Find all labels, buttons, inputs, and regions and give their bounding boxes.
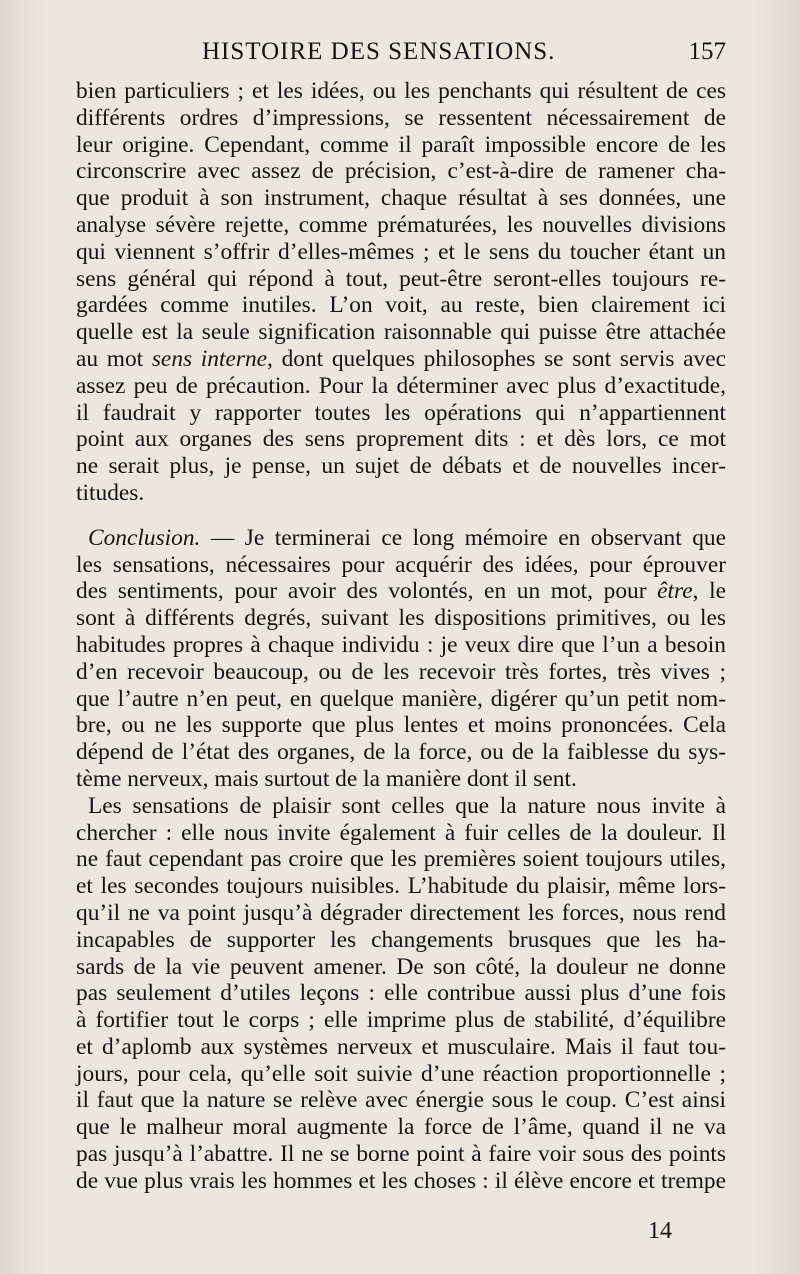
text-line: différents ordres d’impressions, se ressentent nécessairement de <box>76 104 726 131</box>
text-line: titudes. <box>76 479 145 506</box>
text-line: d’en recevoir beaucoup, ou de les recevoir très fortes, très vives ; <box>76 658 726 685</box>
text-line: bien particuliers ; et les idées, ou les penchants qui résultent de ces <box>76 78 726 104</box>
running-title: HISTOIRE DES SENSATIONS. <box>202 38 556 65</box>
text-line: gardées comme inutiles. L’on voit, au reste, bien clairement ici <box>76 292 726 319</box>
text-line: qui viennent s’offrir d’elles-mêmes ; et le sens du toucher étant un <box>76 238 726 265</box>
text-line: incapables de supporter les changements brusques que les ha- <box>76 926 726 953</box>
text-run: , le <box>692 578 727 605</box>
text-line: sards de la vie peuvent amener. De son côté, la douleur ne donne <box>76 953 726 980</box>
text-line: bre, ou ne les supporte que plus lentes et moins prononcées. Cela <box>76 712 726 739</box>
text-line: analyse sévère rejette, comme prématurées, les nouvelles divisions <box>76 211 726 238</box>
paragraph-spacer <box>76 507 726 525</box>
text-line: de vue plus vrais les hommes et les choses : il élève encore et trempe <box>76 1167 726 1194</box>
paragraph-3 <box>76 793 726 1195</box>
text-line: à fortifier tout le corps ; elle imprime plus de stabilité, d’équilibre <box>76 1007 726 1034</box>
text-line: pas jusqu’à l’abattre. Il ne se borne point à faire voir sous des points <box>76 1141 726 1168</box>
text-line: sont à différents degrés, suivant les dispositions primitives, ou les <box>76 605 726 632</box>
text-line: circonscrire avec assez de précision, c’est-à-dire de ramener cha- <box>76 158 726 185</box>
text-line: que le malheur moral augmente la force de l’âme, quand il ne va <box>76 1114 726 1141</box>
text-run: — Je terminerai ce long mémoire en observant que <box>200 524 726 551</box>
text-line: ne faut cependant pas croire que les premières soient toujours utiles, <box>76 846 726 873</box>
text-line: assez peu de précaution. Pour la déterminer avec plus d’exactitude, <box>76 372 726 399</box>
text-line: point aux organes des sens proprement dits : et dès lors, ce mot <box>76 426 726 453</box>
text-line: Les sensations de plaisir sont celles que la nature nous invite à <box>88 792 726 819</box>
text-line: jours, pour cela, qu’elle soit suivie d’une réaction proportionnelle ; <box>76 1060 726 1087</box>
text-line-with-italic <box>76 525 726 552</box>
text-line: il faudrait y rapporter toutes les opérations qui n’appartiennent <box>76 399 726 426</box>
text-line: leur origine. Cependant, comme il paraît impossible encore de les <box>76 131 726 158</box>
text-line: et d’aplomb aux systèmes nerveux et musculaire. Mais il faut tou- <box>76 1033 726 1060</box>
text-line: sens général qui répond à tout, peut-être seront-elles toujours re- <box>76 265 726 292</box>
text-line: dépend de l’état des organes, de la force, ou de la faiblesse du sys- <box>76 739 726 766</box>
text-line-with-italic <box>76 346 726 373</box>
text-line: les sensations, nécessaires pour acquérir des idées, pour éprouver <box>76 551 726 578</box>
section-lead: Conclusion. <box>88 524 201 551</box>
text-line: qu’il ne va point jusqu’à dégrader directement les forces, nous rend <box>76 899 726 926</box>
text-line: pas seulement d’utiles leçons : elle contribue aussi plus d’une fois <box>76 980 726 1007</box>
text-line: quelle est la seule signification raisonnable qui puisse être attachée <box>76 319 726 346</box>
signature-mark: 14 <box>648 1218 672 1244</box>
italic-term: sens interne <box>151 345 268 372</box>
paragraph-2 <box>76 525 726 793</box>
body-text <box>76 78 726 1195</box>
text-line: il faut que la nature se relève avec énergie sous le coup. C’est ainsi <box>76 1087 726 1114</box>
paragraph-1 <box>76 78 726 507</box>
text-line: chercher : elle nous invite également à fuir celles de la douleur. Il <box>76 819 726 846</box>
text-run: des sentiments, pour avoir des volontés, en un mot, pour <box>76 578 658 605</box>
text-run: au mot <box>76 345 152 372</box>
text-run: , dont quelques philosophes se sont servis avec <box>267 345 726 372</box>
text-line: tème nerveux, mais surtout de la manière dont il sent. <box>76 765 577 792</box>
text-line: ne serait plus, je pense, un sujet de débats et de nouvelles incer- <box>76 453 726 480</box>
text-line: habitudes propres à chaque individu : je veux dire que l’un a besoin <box>76 631 726 658</box>
running-head <box>76 38 726 72</box>
page-number: 157 <box>688 38 726 65</box>
text-line: que l’autre n’en peut, en quelque manière, digérer qu’un petit nom- <box>76 685 726 712</box>
text-line: que produit à son instrument, chaque résultat à ses données, une <box>76 185 726 212</box>
text-line: et les secondes toujours nuisibles. L’habitude du plaisir, même lors- <box>76 873 726 900</box>
text-line-with-italic <box>76 578 726 605</box>
italic-term: être <box>657 578 693 605</box>
